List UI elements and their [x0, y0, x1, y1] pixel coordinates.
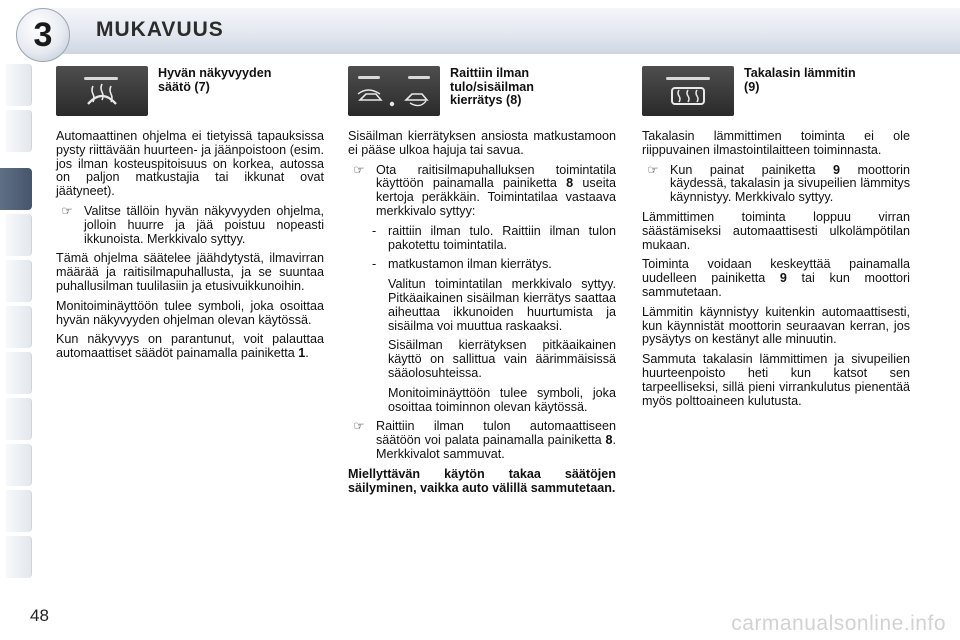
- hand-pointer-icon: ☞: [353, 419, 365, 434]
- front-defrost-icon: [56, 66, 148, 116]
- chapter-tab-3-active[interactable]: [0, 168, 32, 210]
- chapter-number-badge: [16, 8, 70, 62]
- bullet-text: Kun painat painiketta: [670, 162, 834, 177]
- bullet-item: [62, 205, 324, 246]
- dash-item: [348, 258, 616, 272]
- paragraph-text-end: .: [305, 346, 309, 361]
- chapter-tab-5[interactable]: [6, 260, 32, 302]
- hand-pointer-icon: ☞: [61, 203, 73, 218]
- chapter-tab-7[interactable]: [6, 352, 32, 394]
- chapter-tab-11[interactable]: [6, 536, 32, 578]
- paragraph: [642, 258, 910, 299]
- indented-paragraph: Monitoiminäyttöön tulee symboli, joka osoittaa toiminnon olevan käytössä.: [388, 385, 616, 414]
- bullet-text: Valitse tällöin hyvän näkyvyyden ohjelma, jolloin huurre ja jää poistuu nopeasti ikkunoista. Merkkivalo syttyy.: [84, 203, 324, 246]
- section-visibility: [56, 66, 324, 367]
- paragraph-text: Kun näkyvyys on parantunut, voit palauttaa automaattiset säädöt painamalla painiketta: [56, 332, 324, 361]
- paragraph: Tämä ohjelma säätelee jäähdytystä, ilmavirran määrää ja raitisilmapuhallusta, ja se suuntaa puhallusilman tuulilasiin ja etusivuikkunoihin.: [56, 251, 324, 293]
- chapter-number: 3: [33, 15, 53, 54]
- watermark: carmanualsonline.info: [731, 612, 946, 635]
- bullet-text-end: useita kertoja peräkkäin. Toimintatilaa vastaava merkkivalo syttyy:: [376, 176, 616, 218]
- chapter-tab-2[interactable]: [6, 110, 32, 152]
- paragraph: Sisäilman kierrätyksen ansiosta matkustamoon ei pääse ulkoa hajuja tai savua.: [348, 129, 616, 157]
- air-recirculation-icon: [348, 66, 440, 116]
- rear-defrost-icon: [642, 66, 734, 116]
- section-header: [348, 66, 616, 116]
- rear-defrost-button-image: [642, 66, 734, 116]
- dash-mark: -: [372, 223, 377, 238]
- dash-text: raittiin ilman tulo. Raittiin ilman tulon pakotettu toimintatila.: [388, 223, 616, 252]
- paragraph: Automaattinen ohjelma ei tietyissä tapauksissa pysty riittävään huurteen- ja jäänpoistoon (esim. jos ilman kosteuspitoisuus on korkea, autossa on paljon matkustajia tai ikkunat ovat jäätyneet).: [56, 129, 324, 199]
- front-defrost-button-image: [56, 66, 148, 116]
- bullet-text: Ota raitisilmapuhalluksen toimintatila käyttöön painamalla painiketta: [376, 162, 616, 191]
- bullet-text-end: . Merkkivalot sammuvat.: [376, 433, 616, 461]
- indented-paragraph: Sisäilman kierrätyksen pitkäaikainen käyttö on sallittua vain äärimmäisissä sääolosuhteissa.: [388, 338, 616, 380]
- chapter-tab-10[interactable]: [6, 490, 32, 532]
- paragraph: Lämmittimen toiminta loppuu virran säästämiseksi automaattisesti ulkolämpötilan mukaan.: [642, 209, 910, 252]
- dash-item: [348, 225, 616, 253]
- hand-pointer-icon: ☞: [647, 162, 659, 177]
- section-title: Raittiin ilman tulo/sisäilman kierrätys (8): [450, 66, 534, 108]
- button-number: 8: [605, 433, 613, 448]
- chapter-tab-6[interactable]: [6, 306, 32, 348]
- section-rear-defrost: [642, 66, 910, 414]
- chapter-tab-rail: [0, 64, 32, 580]
- bullet-text: Raittiin ilman tulon automaattiseen säätöön voi palata painamalla painiketta: [376, 419, 616, 448]
- paragraph-text-end: tai kun moottori sammutetaan.: [642, 271, 910, 299]
- button-number: 9: [833, 162, 841, 177]
- paragraph: Lämmitin käynnistyy kuitenkin automaattisesti, kun käynnistät moottorin seuraavan kerran, jos pysäytys on kestänyt alle minuutin.: [642, 304, 910, 347]
- button-number: 8: [566, 176, 574, 191]
- section-header: [642, 66, 910, 116]
- dash-mark: -: [372, 257, 377, 272]
- air-recirculation-button-image: [348, 66, 440, 116]
- button-number: 9: [779, 271, 787, 286]
- chapter-tab-9[interactable]: [6, 444, 32, 486]
- paragraph: Monitoiminäyttöön tulee symboli, joka osoittaa hyvän näkyvyyden ohjelman olevan käytössä.: [56, 298, 324, 327]
- chapter-tab-8[interactable]: [6, 398, 32, 440]
- bold-note: Miellyttävän käytön takaa säätöjen säilyminen, vaikka auto välillä sammutetaan.: [348, 466, 616, 495]
- chapter-tab-1[interactable]: [6, 64, 32, 106]
- bullet-item: [354, 420, 616, 461]
- section-title: Takalasin lämmitin (9): [744, 66, 856, 94]
- page-number: 48: [30, 606, 49, 625]
- paragraph-text: Toiminta voidaan keskeyttää painamalla uudelleen painiketta: [642, 257, 910, 286]
- button-number: 1: [298, 346, 306, 361]
- bullet-item: [648, 164, 910, 205]
- paragraph: Takalasin lämmittimen toiminta ei ole riippuvainen ilmastointilaitteen toiminnasta.: [642, 129, 910, 157]
- section-header: [56, 66, 324, 116]
- hand-pointer-icon: ☞: [353, 162, 365, 177]
- paragraph: Sammuta takalasin lämmittimen ja sivupeilien huurteenpoisto heti kun katsot sen tarpeelliseksi, sillä pieni virrankulutus pienentää myös polttoaineen kulutusta.: [642, 352, 910, 408]
- section-title: Hyvän näkyvyyden säätö (7): [158, 66, 272, 94]
- chapter-tab-4[interactable]: [6, 214, 32, 256]
- section-air-recirculation: [348, 66, 616, 495]
- dash-text: matkustamon ilman kierrätys.: [388, 257, 552, 272]
- chapter-title: MUKAVUUS: [96, 18, 224, 41]
- bullet-text-end: moottorin käydessä, takalasin ja sivupeilien lämmitys käynnistyy. Merkkivalo syttyy.: [670, 162, 910, 205]
- bullet-item: [354, 164, 616, 219]
- paragraph: [56, 333, 324, 361]
- indented-paragraph: Valitun toimintatilan merkkivalo syttyy. Pitkäaikainen sisäilman kierrätys saattaa aiheuttaa ikkunoiden huurtumista ja sisäilma voi muuttua raskaaksi.: [388, 277, 616, 333]
